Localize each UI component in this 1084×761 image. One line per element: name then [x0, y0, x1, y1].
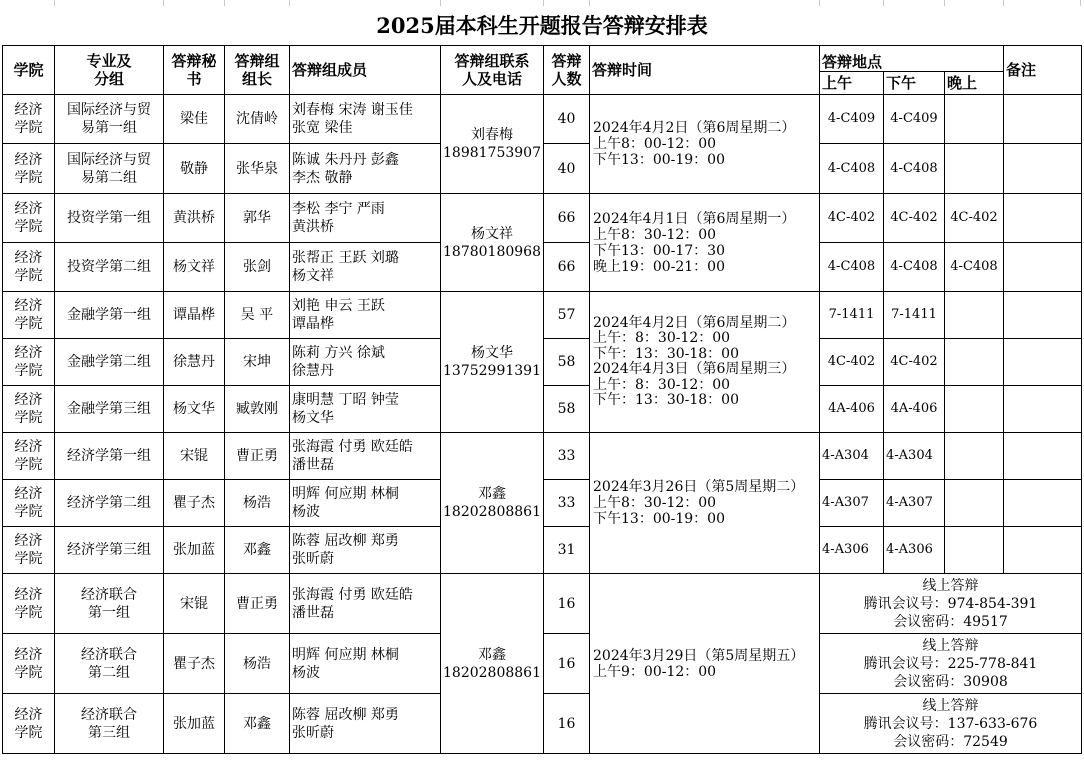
major-cell: 金融学第一组: [55, 292, 164, 339]
header-morning: 上午: [820, 72, 884, 95]
secretary-cell: 宋锟: [164, 433, 225, 480]
time-cell: 2024年4月2日（第6周星期二） 上午8：00-12：00 下午13：00-19：00: [590, 95, 820, 194]
room-afternoon: 4-C408: [884, 144, 945, 194]
members-cell: 陈蓉 屈改柳 郑勇 张昕蔚: [290, 694, 441, 754]
count-cell: 16: [544, 634, 590, 694]
room-morning: 4-C408: [820, 144, 884, 194]
room-morning: 4-C409: [820, 95, 884, 144]
remark-cell: [1004, 339, 1082, 386]
room-morning: 4-C408: [820, 243, 884, 292]
secretary-cell: 张加蓝: [164, 527, 225, 574]
contact-phone: 18202808861: [443, 664, 541, 681]
schedule-table: [2, 45, 1082, 754]
college-cell: 经济 学院: [3, 95, 55, 144]
room-morning: 4-A304: [820, 433, 884, 480]
room-evening: 4-C408: [945, 243, 1004, 292]
room-afternoon: 4A-406: [884, 386, 945, 433]
header-afternoon: 下午: [884, 72, 945, 95]
members-cell: 刘春梅 宋涛 谢玉佳 张宽 梁佳: [290, 95, 441, 144]
room-afternoon: 4C-402: [884, 194, 945, 243]
table-row: [3, 574, 1082, 634]
secretary-cell: 杨文祥: [164, 243, 225, 292]
major-cell: 经济联合 第三组: [55, 694, 164, 754]
remark-cell: [1004, 527, 1082, 574]
college-cell: 经济 学院: [3, 634, 55, 694]
contact-phone: 13752991391: [443, 363, 541, 379]
room-afternoon: 4C-402: [884, 339, 945, 386]
leader-cell: 张华泉: [225, 144, 290, 194]
contact-phone: 18981753907: [443, 145, 541, 161]
major-cell: 金融学第三组: [55, 386, 164, 433]
count-cell: 33: [544, 480, 590, 527]
remark-cell: [1004, 243, 1082, 292]
leader-cell: 沈倩岭: [225, 95, 290, 144]
remark-cell: [1004, 386, 1082, 433]
secretary-cell: 敬静: [164, 144, 225, 194]
online-meeting-cell: 线上答辩 腾讯会议号：225-778-841 会议密码：30908: [820, 634, 1082, 694]
count-cell: 31: [544, 527, 590, 574]
contact-phone: 18202808861: [443, 504, 541, 520]
header-college: 学院: [3, 46, 55, 95]
secretary-cell: 宋锟: [164, 574, 225, 634]
room-evening: [945, 339, 1004, 386]
major-cell: 国际经济与贸 易第一组: [55, 95, 164, 144]
leader-cell: 邓鑫: [225, 527, 290, 574]
room-morning: 4-A307: [820, 480, 884, 527]
count-cell: 16: [544, 574, 590, 634]
count-cell: 33: [544, 433, 590, 480]
count-cell: 57: [544, 292, 590, 339]
header-count: 答辩 人数: [544, 46, 590, 95]
leader-cell: 邓鑫: [225, 694, 290, 754]
secretary-cell: 瞿子杰: [164, 480, 225, 527]
remark-cell: [1004, 480, 1082, 527]
header-major: 专业及 分组: [55, 46, 164, 95]
contact-name: 杨文祥: [471, 225, 513, 242]
page-title: 2025届本科生开题报告答辩安排表: [376, 13, 708, 38]
contact-cell: [441, 95, 544, 194]
major-cell: 经济联合 第二组: [55, 634, 164, 694]
header-members: 答辩组成员: [290, 46, 441, 95]
leader-cell: 杨浩: [225, 634, 290, 694]
members-cell: 陈蓉 屈改柳 郑勇 张昕蔚: [290, 527, 441, 574]
members-cell: 张海霞 付勇 欧廷皓 潘世磊: [290, 433, 441, 480]
room-morning: 4C-402: [820, 339, 884, 386]
room-afternoon: 7-1411: [884, 292, 945, 339]
remark-cell: [1004, 144, 1082, 194]
table-row: [3, 194, 1082, 243]
major-cell: 经济学第一组: [55, 433, 164, 480]
room-morning: 4A-406: [820, 386, 884, 433]
time-cell: 2024年3月26日（第5周星期二） 上午8：30-12：00 下午13：00-19：00: [590, 433, 820, 574]
members-cell: 康明慧 丁昭 钟莹 杨文华: [290, 386, 441, 433]
count-cell: 66: [544, 194, 590, 243]
members-cell: 张帮正 王跃 刘璐 杨文祥: [290, 243, 441, 292]
leader-cell: 郭华: [225, 194, 290, 243]
count-cell: 40: [544, 144, 590, 194]
college-cell: 经济 学院: [3, 339, 55, 386]
major-cell: 国际经济与贸 易第二组: [55, 144, 164, 194]
secretary-cell: 瞿子杰: [164, 634, 225, 694]
count-cell: 66: [544, 243, 590, 292]
room-morning: 4C-402: [820, 194, 884, 243]
college-cell: 经济 学院: [3, 292, 55, 339]
count-cell: 40: [544, 95, 590, 144]
count-cell: 16: [544, 694, 590, 754]
college-cell: 经济 学院: [3, 194, 55, 243]
time-cell: 2024年4月1日（第6周星期一） 上午8：30-12：00 下午13：00-17：30 晚上19：00-21：00: [590, 194, 820, 292]
leader-cell: 张剑: [225, 243, 290, 292]
members-cell: 李松 李宁 严雨 黄洪桥: [290, 194, 441, 243]
room-evening: [945, 527, 1004, 574]
room-evening: [945, 95, 1004, 144]
room-afternoon: 4-C408: [884, 243, 945, 292]
remark-cell: [1004, 194, 1082, 243]
header-secretary: 答辩秘 书: [164, 46, 225, 95]
room-afternoon: 4-A307: [884, 480, 945, 527]
leader-cell: 吴 平: [225, 292, 290, 339]
college-cell: 经济 学院: [3, 527, 55, 574]
secretary-cell: 徐慧丹: [164, 339, 225, 386]
major-cell: 经济学第二组: [55, 480, 164, 527]
contact-cell: [441, 574, 544, 754]
major-cell: 投资学第二组: [55, 243, 164, 292]
leader-cell: 曹正勇: [225, 433, 290, 480]
spreadsheet-column-guides: [0, 0, 1084, 6]
header-time: 答辩时间: [590, 46, 820, 95]
online-meeting-cell: 线上答辩 腾讯会议号：137-633-676 会议密码：72549: [820, 694, 1082, 754]
major-cell: 经济学第三组: [55, 527, 164, 574]
online-meeting-cell: 线上答辩 腾讯会议号：974-854-391 会议密码：49517: [820, 574, 1082, 634]
header-evening: 晚上: [945, 72, 1004, 95]
contact-name: 杨文华: [471, 345, 513, 361]
members-cell: 陈莉 方兴 徐斌 徐慧丹: [290, 339, 441, 386]
room-afternoon: 4-C409: [884, 95, 945, 144]
room-evening: [945, 144, 1004, 194]
college-cell: 经济 学院: [3, 480, 55, 527]
table-row: [3, 95, 1082, 144]
contact-phone: 18780180968: [443, 243, 541, 260]
table-row: [3, 292, 1082, 339]
major-cell: 金融学第二组: [55, 339, 164, 386]
time-cell: 2024年3月29日（第5周星期五） 上午9：00-12：00: [590, 574, 820, 754]
secretary-cell: 梁佳: [164, 95, 225, 144]
count-cell: 58: [544, 386, 590, 433]
room-afternoon: 4-A304: [884, 433, 945, 480]
members-cell: 陈诚 朱丹丹 彭鑫 李杰 敬静: [290, 144, 441, 194]
time-cell: 2024年4月2日（第6周星期二） 上午：8：30-12：00 下午：13：30-18：00 2024年4月3日（第6周星期三） 上午：8：30-12：00 下午：13：30-18：00: [590, 292, 820, 433]
room-evening: [945, 292, 1004, 339]
remark-cell: [1004, 95, 1082, 144]
secretary-cell: 张加蓝: [164, 694, 225, 754]
major-cell: 投资学第一组: [55, 194, 164, 243]
remark-cell: [1004, 292, 1082, 339]
room-evening: [945, 433, 1004, 480]
room-evening: [945, 480, 1004, 527]
members-cell: 明辉 何应期 林桐 杨波: [290, 634, 441, 694]
major-cell: 经济联合 第一组: [55, 574, 164, 634]
leader-cell: 杨浩: [225, 480, 290, 527]
members-cell: 刘艳 申云 王跃 谭晶桦: [290, 292, 441, 339]
contact-name: 邓鑫: [478, 646, 506, 663]
table-row: [3, 433, 1082, 480]
room-evening: 4C-402: [945, 194, 1004, 243]
header-location: 答辩地点: [820, 46, 1004, 72]
contact-name: 刘春梅: [471, 127, 513, 143]
contact-cell: [441, 292, 544, 433]
secretary-cell: 谭晶桦: [164, 292, 225, 339]
room-afternoon: 4-A306: [884, 527, 945, 574]
college-cell: 经济 学院: [3, 144, 55, 194]
members-cell: 明辉 何应期 林桐 杨波: [290, 480, 441, 527]
college-cell: 经济 学院: [3, 386, 55, 433]
header-contact: 答辩组联系 人及电话: [441, 46, 544, 95]
college-cell: 经济 学院: [3, 574, 55, 634]
secretary-cell: 杨文华: [164, 386, 225, 433]
college-cell: 经济 学院: [3, 694, 55, 754]
remark-cell: [1004, 433, 1082, 480]
contact-cell: [441, 433, 544, 574]
room-evening: [945, 386, 1004, 433]
leader-cell: 臧敦刚: [225, 386, 290, 433]
header-remark: 备注: [1004, 46, 1082, 95]
contact-name: 邓鑫: [478, 486, 506, 502]
count-cell: 58: [544, 339, 590, 386]
college-cell: 经济 学院: [3, 243, 55, 292]
leader-cell: 宋坤: [225, 339, 290, 386]
room-morning: 7-1411: [820, 292, 884, 339]
contact-cell: [441, 194, 544, 292]
members-cell: 张海霞 付勇 欧廷皓 潘世磊: [290, 574, 441, 634]
header-leader: 答辩组 组长: [225, 46, 290, 95]
college-cell: 经济 学院: [3, 433, 55, 480]
room-morning: 4-A306: [820, 527, 884, 574]
leader-cell: 曹正勇: [225, 574, 290, 634]
secretary-cell: 黄洪桥: [164, 194, 225, 243]
